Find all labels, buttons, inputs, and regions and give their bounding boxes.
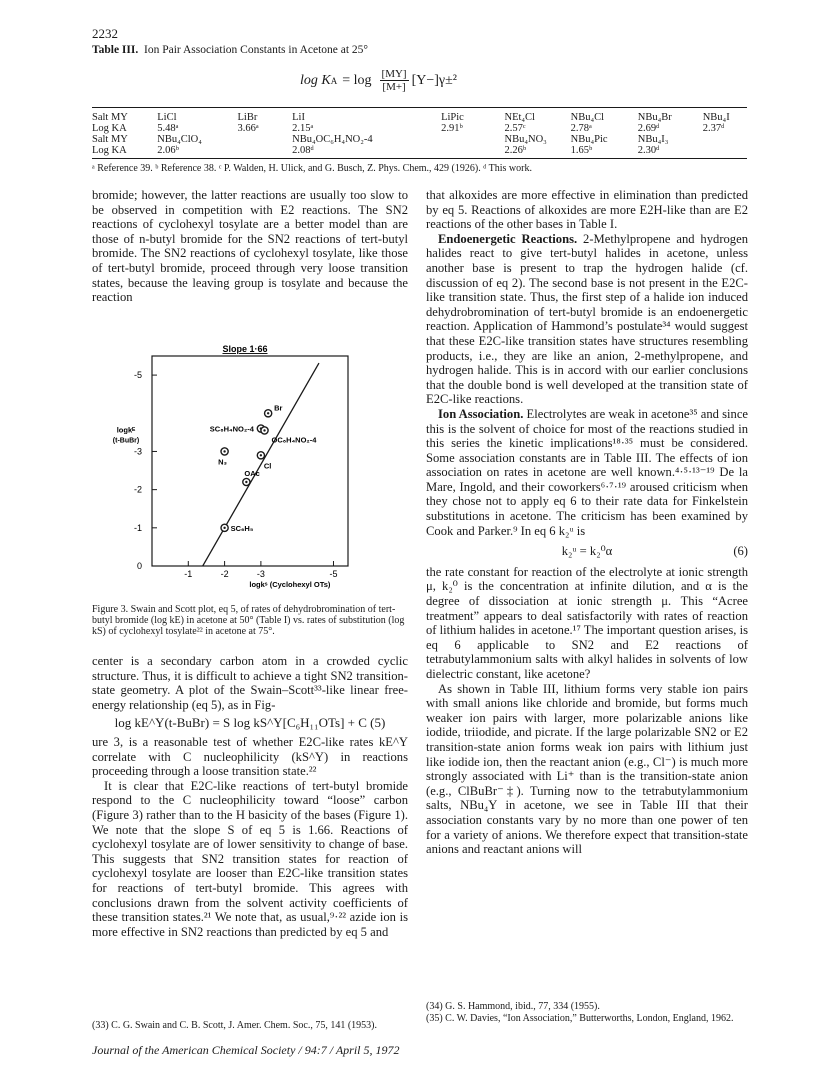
association-table (92, 112, 747, 156)
figure-caption: Figure 3. Swain and Scott plot, eq 5, of rates of dehydrobromination of tert-butyl bromide (log kE) in acetone at 50° (Table I) vs. rates of substitution (log kS) of cyclohexyl tosylate²² in acetone at 75°. (92, 604, 405, 638)
left-paragraph-3-text: ure 3, is a reasonable test of whether E2C-like rates kE^Y correlate with C nucleophilicity (kS^Y) in reactions proceeding through a loose transition state.²² (92, 734, 408, 779)
table-cell: NBu₄NO₃ (504, 134, 547, 145)
chart-svg (112, 338, 394, 598)
right-col (426, 188, 748, 857)
page-number: 2232 (92, 26, 118, 41)
data-point-center (263, 429, 265, 431)
table-cell: NBu₄Pic (570, 134, 608, 145)
table-row (92, 145, 747, 156)
equation-6 (426, 544, 748, 559)
journal-footer: Journal of the American Chemical Society / 94:7 / April 5, 1972 (92, 1043, 400, 1057)
table-title (92, 44, 368, 56)
table-cell: 2.91ᵇ (441, 123, 463, 134)
right-paragraph-5-text: As shown in Table III, lithium forms very stable ion pairs with small anions like chloride and bromide, but forms much weaker ion pairs with larger, more polarizable anions like iodide, triiodide, and picrate. If the large polarizable SN2 or E2 transition-state anion forms weak ion pairs with lithium just like iodide ion, then the reactant anion (e.g., Cl⁻) is much more strongly associated with Li⁺ than is the transition-state anion (e.g., ClBuBr⁻‡). Turning now to the tetrabutylammonium salts, NBu₄Y in acetone, we see in Table III that their association constants vary by no more than one power of ten for a variety of anions. We therefore expect that transition-state anions and reactant anions will (426, 681, 748, 857)
data-point-center (245, 481, 247, 483)
table-cell: NBu₄ClO₄ (157, 134, 202, 145)
table-cell: LiCl (157, 112, 177, 123)
references-right (426, 1001, 748, 1024)
equation-6-number: (6) (733, 544, 748, 559)
x-tick-label: -1 (184, 569, 193, 579)
heading-endoenergetic: Endoenergetic Reactions. (438, 231, 578, 246)
equation-lhs: log K (300, 72, 331, 88)
y-tick-label: -5 (133, 370, 142, 381)
table-cell (703, 145, 747, 156)
table-cell (441, 134, 504, 145)
chart-title: Slope 1·66 (222, 344, 268, 354)
table-top-rule (92, 107, 747, 108)
table-label: Table III. (92, 44, 139, 56)
table-cell: 2.57ᶜ (504, 123, 526, 134)
table-caption: Ion Pair Association Constants in Acetone at 25° (144, 44, 369, 56)
left-paragraph-1-text: bromide; however, the latter reactions are usually too slow to be observed in competition with E2 reactions. The SN2 reactions of cyclohexyl tosylate are a better model than are those of n-butyl bromide for the SN2 reactions of tert-butyl bromide. The SN2 reactions of cyclohexyl tosylate, like those of tert-butyl bromide, proceed through very loose transition states, because the leaving group is tosylate and because the reaction (92, 188, 408, 305)
table-cell: 3.66ᵃ (237, 123, 259, 134)
left-col-para-2 (92, 654, 408, 939)
table-equation (300, 68, 560, 93)
table-cell: NBu₄I₃ (637, 134, 669, 145)
y-tick-label: -2 (133, 484, 142, 495)
point-label: OAc (244, 469, 260, 478)
table-cell: 2.30ᵈ (637, 145, 660, 156)
x-tick-label: -3 (256, 569, 265, 579)
table-bottom-rule (92, 158, 747, 159)
left-paragraph-4-text: It is clear that E2C-like reactions of tert-butyl bromide respond to the C nucleophilicity toward “loose” carbon (Figure 3) rather than to the H basicity of the bases (Figure 1). We note that the slope S of eq 5 is 1.66. Reactions of cyclohexyl tosylate are of lower sensitivity to change of base. This suggests that SN2 transition states for reaction of cyclohexyl tosylate are looser than E2C-like transition states for reactions of tert-butyl bromide. This agrees with conclusions drawn from the solvent activity coefficients of these transition states.²¹ We note that, as usual,⁹·²² azide ion is more effective in SN2 reactions than predicted by eq 5 and (92, 778, 408, 939)
table-cell: 2.15ᵃ (292, 123, 314, 134)
table-cell: NBu₄Br (637, 112, 672, 123)
y-tick-label: -3 (133, 446, 142, 457)
table-cell (703, 134, 747, 145)
y-axis-label-line2: (t-BuBr) (112, 437, 140, 445)
table-cell: NEt₄Cl (504, 112, 535, 123)
plot-frame (152, 356, 348, 566)
table-footnote: ᵃ Reference 39. ᵇ Reference 38. ᶜ P. Walden, H. Ulick, and G. Busch, Z. Phys. Chem., 429 (1926). ᵈ This work. (92, 163, 532, 174)
right-paragraph-3-text: Electrolytes are weak in acetone³⁵ and since this is the solvent of choice for most of the reactions studied in this series the kinetic implications¹⁸·³⁵ must be considered. Some association constants are in Table III. The effects of ion association on rates in acetone are well known.⁴·⁵·¹³⁻¹⁹ De la Mare, Ingold, and their coworkers⁶·⁷·¹⁹ aroused criticism when they chose not to apply eq 6 to their rate data for Finkelstein substitutions in acetone. The criticism has been examined by Cook and Parker.⁹ In eq 6 k₂ᵘ is (426, 406, 748, 538)
table-cell: NBu₄OC₆H₄NO₂-4 (292, 134, 373, 145)
equation-fraction (380, 68, 409, 93)
table-row-header: Log KA (92, 123, 127, 134)
table-cell: LiI (292, 112, 305, 123)
table-cell: LiBr (237, 112, 258, 123)
table-cell (238, 134, 293, 145)
table-cell: 2.69ᵈ (637, 123, 660, 134)
equation-denominator: [M+] (382, 81, 406, 93)
table-cell: 2.08ᵈ (292, 145, 314, 156)
point-label: N₃ (218, 457, 228, 467)
left-col-para-1 (92, 188, 408, 305)
data-point-center (267, 412, 269, 414)
reference-35: (35) C. W. Davies, “Ion Association,” Butterworths, London, England, 1962. (426, 1012, 734, 1024)
equation-eq: = log (342, 72, 372, 88)
data-point-center (260, 454, 262, 456)
table-cell: 2.78ᵃ (570, 123, 592, 134)
right-paragraph-4-text: the rate constant for reaction of the electrolyte at ionic strength μ, k₂⁰ is the concentration at infinite dilution, and α is the degree of dissociation at ionic strength μ. This “Acree treatment” appears to deal satisfactorily with rates of reaction of lithium halides in acetone.¹⁷ The important question arises, is eq 6 applicable to SN2 and E2 reactions of tetrabutylammonium salts with alkyl halides in solvents of low dielectric constant, like acetone? (426, 564, 748, 681)
point-label: SC₆H₅ (230, 523, 254, 533)
table-row (92, 123, 747, 134)
right-paragraph-2-text: 2-Methylpropene and hydrogen halides react to give tert-butyl halides in acetone, unless another base is present to trap the hydrogen halide (cf. discussion of eq 2). The second base is not present in the E2C-like transition state. Thus, the first step of a halide ion induced dehydrobromination of tert-butyl bromide is an endoenergetic reaction. Application of Hammond’s postulate³⁴ would suggest that these E2C-like transition states have structures resembling products, i.e., they are like an anion, 2-methylpropene, and hydrogen halide. This is in accord with our earlier conclusions that the double bond is well developed at the transition state of E2C-like reactions. (426, 231, 748, 407)
point-label: OC₆H₄NO₂-4 (271, 435, 317, 445)
table-row-header: Salt MY (92, 134, 128, 145)
data-point-center (223, 527, 225, 529)
table-cell: 2.37ᵈ (702, 123, 725, 134)
table-cell: LiPic (441, 112, 464, 123)
equation-lhs-sub: A (330, 75, 338, 86)
reference-34: (34) G. S. Hammond, ibid., 77, 334 (1955). (426, 1001, 600, 1012)
reference-33: (33) C. G. Swain and C. B. Scott, J. Amer. Chem. Soc., 75, 141 (1953). (92, 1020, 377, 1031)
table-cell: NBu₄I (702, 112, 730, 123)
table-row-header: Salt MY (92, 112, 128, 123)
equation-5: log kE^Y(t-BuBr) = S log kS^Y[C₆H₁₁OTs] + C (5) (114, 715, 386, 731)
table-cell: NBu₄Cl (570, 112, 605, 123)
table-cell: 5.48ᵃ (157, 123, 179, 134)
table-row (92, 134, 747, 145)
x-tick-label: -5 (329, 569, 338, 579)
point-label: Cl (263, 461, 272, 471)
table-row-header: Log KA (92, 145, 127, 156)
equation-tail: [Y−]γ±² (411, 72, 457, 88)
table-cell: 2.26ᵇ (504, 145, 527, 156)
equation-numerator: [MY] (381, 68, 407, 80)
y-tick-label: -1 (133, 522, 142, 533)
equation-6-expr: k₂ᵘ = k₂⁰α (561, 544, 613, 559)
table-cell: 1.65ᵇ (570, 145, 593, 156)
left-paragraph-2-text: center is a secondary carbon atom in a crowded cyclic structure. Thus, it is difficult to achieve a tight SN2 transition-state geometry. A plot of the Swain–Scott³³-like linear free-energy relationship (eq 5), as in Fig- (92, 654, 408, 712)
x-axis-label: logkˢ (Cyclohexyl OTs) (249, 580, 331, 589)
point-label: SC₆H₄NO₂-4 (209, 424, 254, 434)
y-axis-label-line1: logkᴱ (116, 425, 136, 435)
table-row (92, 112, 747, 123)
table-cell (238, 145, 293, 156)
x-tick-label: -2 (220, 569, 229, 579)
table-cell (441, 145, 504, 156)
figure-3-chart (112, 338, 394, 598)
point-label: Br (274, 403, 283, 413)
right-paragraph-1-text: that alkoxides are more effective in elimination than predicted by eq 5. Reactions of alkoxides are more E2H-like than are E2 reactions of the other bases in Table I. (426, 188, 748, 232)
y-tick-label: 0 (136, 561, 142, 571)
heading-ion-association: Ion Association. (438, 406, 524, 421)
data-point-center (223, 450, 225, 452)
table-cell: 2.06ᵇ (157, 145, 179, 156)
